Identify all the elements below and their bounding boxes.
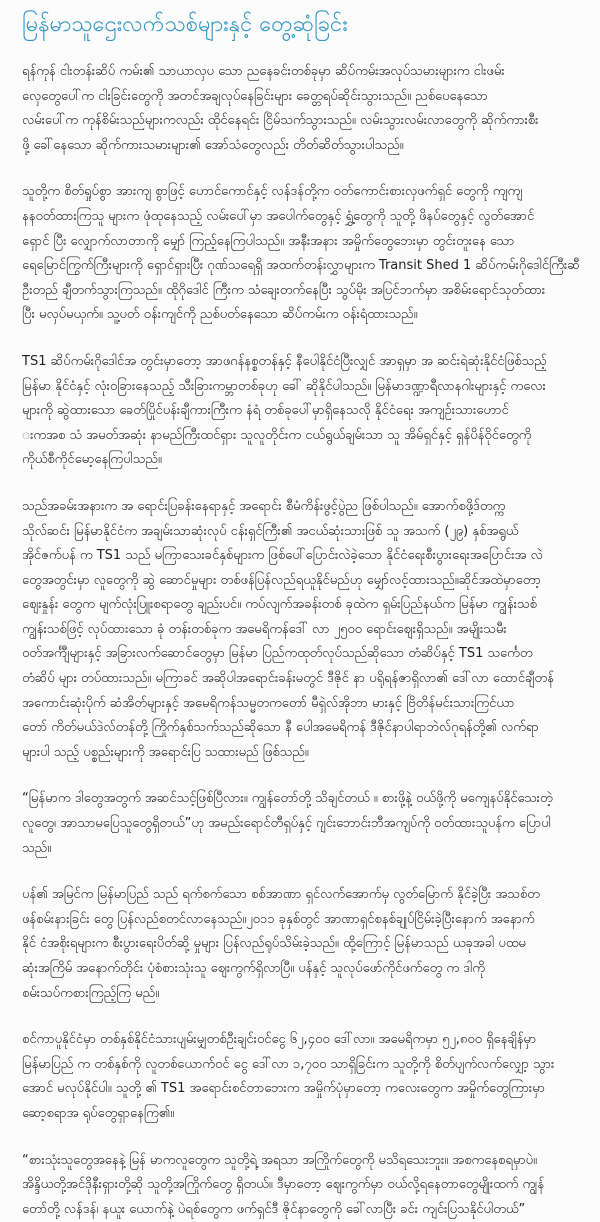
paragraph [22, 180, 590, 328]
paragraph [22, 1028, 590, 1126]
paragraph-line: ဖို့ ခေါ်နေသော ဆိုက်ကားသမားများ၏ အော်သံတွေလည်း တိတ်ဆိတ်သွားပါသည်။ [22, 137, 404, 153]
paragraph-line: တော်တို့ လန်ဒန်၊ နယူး ယောက်နဲ့ ပဲရစ်တွေက ဖက်ရှင်ဒီ ဇိုင်နာတွေကို ခေါ်လာပြီး ခင်း ကျင်းပြသနိုင်ပါတယ်” [22, 1201, 526, 1217]
paragraph-line: ရေမြောင်ကြွက်ကြီးများကို ရှောင်ရှားပြီး ဂုဏ်သရေရှိ အထက်တန်းလွှာများက Transit Shed 1 ဆိပ်ကမ်းဂိုဒေါင်ကြီးဆီ [22, 258, 580, 274]
paragraph-line: ဈေးနှုန်း တွေက မျက်လုံးပြူးစရာတွေ ချည်းပင်။ ကပ်လျက်အခန်းတစ် ခုထဲက ရှမ်းပြည်နယ်က မြန်မာ ကျွန်းသစ် [22, 597, 537, 613]
paragraph-line: ဦးတည် ချီတက်သွားကြသည်။ ထိုဂိုဒေါင် ကြီးက သံချေးတက်နေပြီး သွပ်မိုး အပြင်ဘက်မှာ အစိမ်းရောင်သုတ်ထား [22, 282, 546, 298]
paragraph-line: များပါ သည့် ပစ္စည်းများကို အရောင်းပြ သထားမည် ဖြစ်သည်။ [22, 744, 309, 760]
paragraph-line: အိန္ဒိယတို့အင်ဒိုနီးရှားတို့ဆို သူတို့အကြိုက်တွေ ရှိတယ်။ ဒီမှာတော့ ဈေးကွက်မှာ ဝယ်လို့ရနေတာတွေမျိုးထက် ကျွန် [22, 1177, 545, 1193]
paragraph-line: တံဆိပ် များ တပ်ထားသည်။ မကြာခင် အဆိုပါအရောင်းခန်းမတွင် ဒီဇိုင် နာ ပရိုရန်ဇာရှိလာ၏ ဒေါ်လာ ထောင်ချီတန် [22, 671, 554, 687]
article-title: မြန်မာသူဌေးလက်သစ်များနှင့် တွေ့ဆုံခြင်း [22, 12, 348, 37]
paragraph-line: နိုင် ငံအစိုးရများက စီးပွားရေးပိတ်ဆို့ မှုများ ပြန်လည်ရုပ်သိမ်းခဲ့သည်။ ထို့ကြောင့် မြန်မာသည် ယခုအခါ ပထမ [22, 936, 526, 952]
paragraph-line: ဆော့စရာအ ရုပ်တွေရှာနေကြ၏။ [22, 1105, 175, 1121]
paragraph-line: းကအစ သံ အမတ်အဆုံး နာမည်ကြီးထင်ရှား သူလူတိုင်းက ငယ်ရွယ်ချမ်းသာ သူ အိမ်ရှင်နှင့် ရှန်ပိန်ဝိုင်တွေကို [22, 427, 532, 443]
paragraph-line: ပြီး မလှပ်မယှက်။ သူ့ပတ် ဝန်းကျင်ကို ညစ်ပတ်နေသော ဆိပ်ကမ်းက ဝန်းရံထားသည်။ [22, 307, 418, 323]
paragraph-line: တော် ကိတ်မယ်ဒဲလ်တန်တို့ ကြိုက်နှစ်သက်သည်ဆိုသော နီ ပေါအမေရိကန် ဒီဇိုင်နာပါရာဘဲလ်ဂုရန်တို့၏ လက်ရာ [22, 720, 539, 736]
article-body [22, 60, 590, 1222]
paragraph-line: ရန်ကုန် ငါးတန်းဆိပ် ကမ်း၏ သာယာလှပ သော ညနေခင်းတစ်ခုမှာ ဆိပ်ကမ်းအလုပ်သမားများက ငါးဖမ်း [22, 64, 505, 79]
paragraph-line: ဖန်စမ်းနားခြင်း တွေ ပြန်လည်စတင်လာနေသည်။၂၀၁၁ ခုနှစ်တွင် အာဏာရှင်စနစ်ချုပ်ငြိမ်းခဲ့ပြီးနောက် အနောက် [22, 911, 535, 927]
paragraph-line: စမ်းသပ်ကစားကြည့်ကြ မည်။ [22, 985, 160, 1001]
paragraph [22, 495, 590, 766]
paragraph-line: ကျွန်းသစ်ဖြင့် လုပ်ထားသော ခုံ တန်းတစ်ခုက အမေရိကန်ဒေါ် လာ ၂၅၀၀ ရောင်းဈေးရှိသည်။ အမျိုးသမီး [22, 621, 507, 637]
paragraph-line: စင်ကာပူနိုင်ငံမှာ တစ်နှစ်နိုင်ငံသားပျမ်းမျှတစ်ဦးချင်းဝင်ငွေ ၆၂,၄၀၀ ဒေါ်လာ။ အမေရိကမှာ ၅၂,၈၀၀ ရှိနေချိန်မှာ [22, 1032, 537, 1048]
paragraph-line: တွေအတွင်းမှာ လူတွေကို ဆွဲ ဆောင်မှုများ တစ်ဖန်ပြန်လည်ရယူနိုင်မည်ဟု မျှော်လင့်ထားသည်။ဆိုင်အထဲမှာတော့ [22, 572, 541, 588]
paragraph-line: ဝတ်အင်္ကျီများနှင့် အခြားလက်ဆောင်တွေမှာ မြန်မာ ပြည်ကထုတ်လုပ်သည်ဆိုသော တံဆိပ်နှင့် TS1 သင်္ကေတ [22, 646, 533, 662]
paragraph-line: ပန်၏ အမြင်က မြန်မာပြည် သည် ရက်စက်သော စစ်အာဏာ ရှင်လက်အောက်မှ လွတ်မြောက် နိုင်ခဲ့ပြီး အသစ်တ [22, 887, 540, 903]
paragraph-line: ကိုယ်စီကိုင်မော့နေကြပါသည်။ [22, 452, 162, 468]
paragraph-line: သည်အခမ်းအနားက အ ရောင်းပြခန်းနေရာနှင့် အရောင်း စီမံကိန်းဖွင့်ပွဲည ဖြစ်ပါသည်။ အောက်စဖို့ဒ်တက္က [22, 498, 506, 514]
paragraph-line: သူတို့က စိတ်ရှုပ်စွာ အားကျ စွာဖြင့် ဟောင်ကောင်နှင့် လန်ဒန်တို့က ဝတ်ကောင်းစားလှဖက်ရှင် တွေကို ကျကျ [22, 184, 523, 200]
paragraph-line: များကို ဆွဲထားသော ခေတ်ပြိုင်ပန်းချီကားကြီးက နံရံ တစ်ခုပေါ်မှာရှိနေသလို နိုင်ငံရေး အကျဉ်းသားဟောင် [22, 403, 509, 419]
paragraph-line: မြန်မာပြည် က တစ်နှစ်ကို လူတစ်ယောက်ဝင် ငွေ ဒေါ်လာ ၁,၇၀၀ သာရှိခြင်းက သူတို့ကို စိတ်ပျက်လက်လျှော့ သွား [22, 1056, 555, 1072]
paragraph-line: “မြန်မာက ဒါတွေအတွက် အဆင်သင့်ဖြစ်ပြီလား။ ကျွန်တော်တို့ သိချင်တယ် ။ စားဖို့နဲ့ ဝယ်ဖို့ကို မကျေနပ်နိုင်သေးတဲ့ [22, 791, 553, 807]
paragraph-line: ရှောင် ပြီး လျှောက်လာတာကို မျှော် ကြည့်နေကြပါသည်။ အနီးအနား အမှိုက်တွေဘေးမှာ တွင်းတူးနေ သော [22, 233, 515, 249]
paragraph-line: သည်။ [22, 840, 52, 856]
paragraph [22, 883, 590, 1006]
paragraph [22, 787, 590, 861]
paragraph-line: လူတွေ၊ အာသာမပြေသူတွေရှိတယ်”ဟု အမည်းရောင်တီရှပ်နှင့် ဂျင်းဘောင်းဘီအကျပ်ကို ဝတ်ထားသူပန်က ပြောပါ [22, 816, 551, 832]
paragraph-line: အကောင်းဆုံးပိုက် ဆံအိတ်များနှင့် အမေရိကန်သမ္မတကတော် မီရှဲလ်အိုဘာ မားနှင့် ဗြိတိန်မင်းသားကြင်ယာ [22, 695, 515, 711]
paragraph-line: ဆုံးအကြိမ် အနောက်တိုင်း ပုံစံစားသုံးသူ ဈေးကွက်ရှိလာပြီ။ ပန်နှင့် သူလုပ်ဖော်ကိုင်ဖက်တွေ က ဒါကို [22, 961, 485, 976]
paragraph [22, 350, 590, 473]
paragraph-line: သိုလ်ဆင်း မြန်မာနိုင်ငံက အချမ်းသာဆုံးလုပ် ငန်းရှင်ကြီး၏ အငယ်ဆုံးသားဖြစ် သူ အသက် (၂၉) နှစ်အရွယ် [22, 523, 519, 539]
paragraph-line: နနဝတ်ထားကြသူ များက ဖုံထုနေသည့် လမ်းပေါ်မှာ အပေါက်တွေနှင့် ရွှံ့တွေကို သူတို့ ဖိနပ်တွေနှင့် လွတ်အောင် [22, 208, 535, 224]
paragraph-line: အောင် မလုပ်နိုင်ပါ။ သူတို့ ၏ TS1 အရောင်းစင်တာဘေးက အမှိုက်ပုံမှာတော့ ကလေးတွေက အမှိုက်တွေကြားမှာ [22, 1081, 545, 1097]
paragraph-line: TS1 ဆိပ်ကမ်းဂိုဒေါင်အ တွင်းမှာတော့ အာဖဂန်နစ္စတန်နှင့် နီပေါနိုင်ငံပြီးလျှင် အာရှမှာ အ ဆင်းရဲဆုံးနိုင်ငံဖြစ်သည့် [22, 353, 547, 369]
paragraph [22, 60, 590, 158]
paragraph-line: “စားသုံးသူတွေအနေနဲ့ မြန် မာကလူတွေက သူတို့ရဲ့ အရသာ အကြိုက်တွေကို မသိရသေးဘူး။ အစကနေစရမှာပဲ။ [22, 1152, 537, 1168]
paragraph-line: မြန်မာ နိုင်ငံနှင့် လုံးဝခြားနေသည့် သီးခြားကမ္ဘာတစ်ခုဟု ခေါ် ဆိုနိုင်ပါသည်။ မြန်မာဒဏ္ဍာရီလာနဂါးများနှင့် ကလေး [22, 378, 546, 394]
paragraph-line: လှေတွေပေါ်က ငါးခြင်းတွေကို အတင်အချလုပ်နေခြင်းများ ခေတ္တရပ်ဆိုင်းသွားသည်။ ညစ်ပေနေသော [22, 88, 488, 104]
paragraph [22, 1149, 590, 1222]
paragraph-line: အိုင်ဇက်ပန် က TS1 သည် မကြာသေးခင်နှစ်များက ဖြစ်ပေါ်ပြောင်းလဲခဲ့သော နိုင်ငံရေးစီးပွားရေးအပြောင်းအ လဲ [22, 548, 543, 564]
paragraph-line: လမ်းပေါ်က ကုန်စိမ်းသည်များကလည်း ထိုင်နေရင်း ငြိမ်သက်သွားသည်။ လမ်းသွားလမ်းလာတွေကို ဆိုက်ကားစီး [22, 113, 539, 129]
